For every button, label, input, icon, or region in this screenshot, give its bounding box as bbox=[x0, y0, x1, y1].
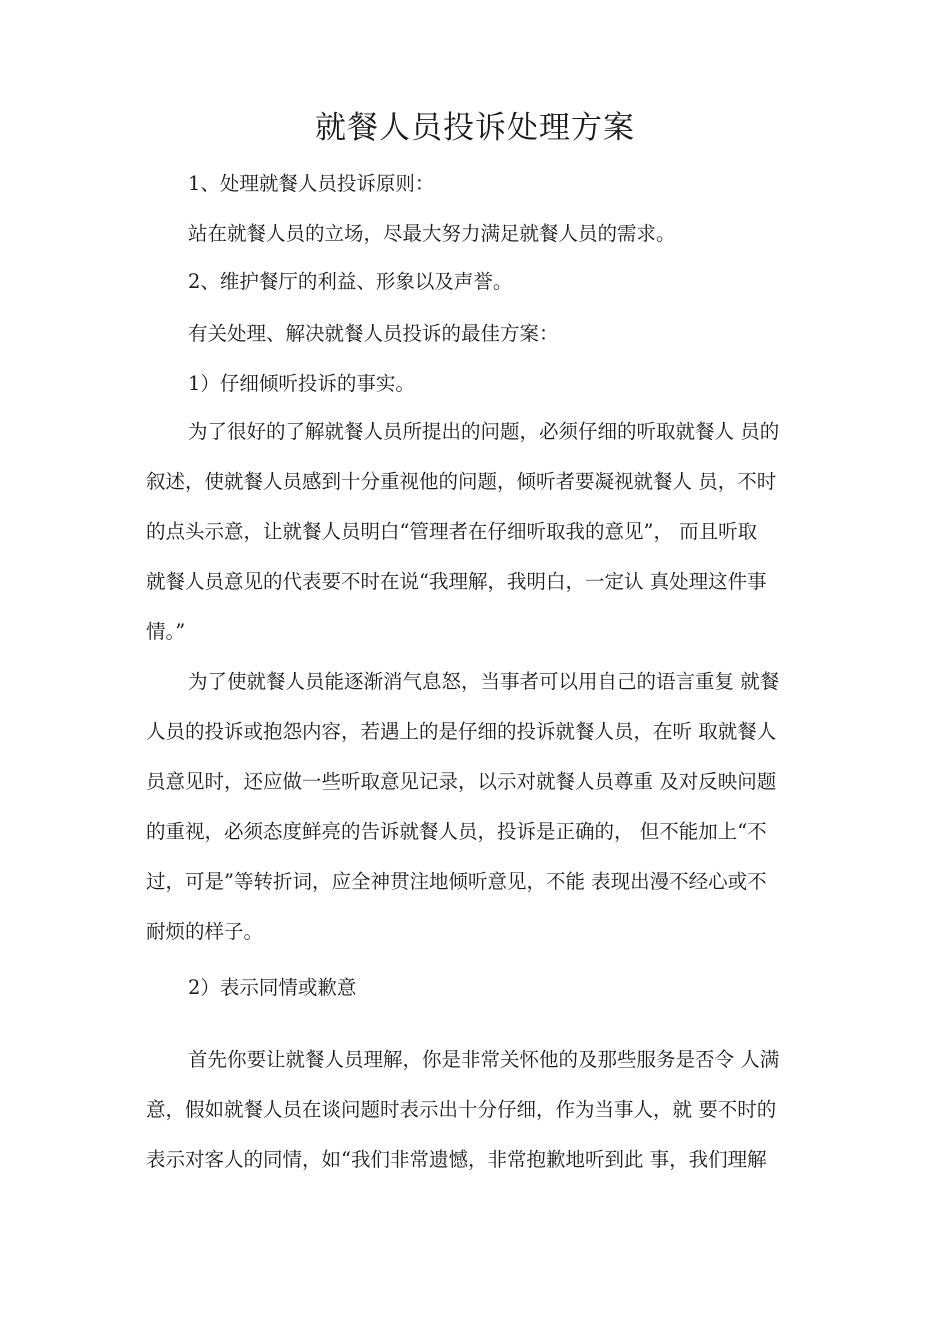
text-line: 意，假如就餐人员在谈问题时表示出十分仔细，作为当事人，就 要不时的 bbox=[146, 1098, 777, 1121]
document-title: 就餐人员投诉处理方案 bbox=[315, 110, 635, 146]
text-line: 首先你要让就餐人员理解，你是非常关怀他的及那些服务是否令 人满 bbox=[188, 1048, 780, 1071]
text-line: 2）表示同情或歉意 bbox=[188, 976, 357, 999]
text-line: 过，可是”等转折词，应全神贯注地倾听意见，不能 表现出漫不经心或不 bbox=[146, 870, 767, 893]
text-line: 2、维护餐厅的利益、形象以及声誉。 bbox=[188, 270, 513, 293]
text-line: 人员的投诉或抱怨内容，若遇上的是仔细的投诉就餐人员，在听 取就餐人 bbox=[146, 720, 777, 743]
text-line: 就餐人员意见的代表要不时在说“我理解，我明白，一定认 真处理这件事 bbox=[146, 570, 767, 593]
text-line: 1、处理就餐人员投诉原则： bbox=[188, 172, 435, 195]
text-line: 耐烦的样子。 bbox=[146, 920, 264, 943]
text-line: 员意见时，还应做一些听取意见记录，以示对就餐人员尊重 及对反映问题 bbox=[146, 770, 777, 793]
text-line: 站在就餐人员的立场，尽最大努力满足就餐人员的需求。 bbox=[188, 222, 676, 245]
text-line: 表示对客人的同情，如“我们非常遗憾，非常抱歉地听到此 事，我们理解 bbox=[146, 1148, 767, 1171]
text-line: 1）仔细倾听投诉的事实。 bbox=[188, 372, 415, 395]
text-line: 的点头示意，让就餐人员明白“管理者在仔细听取我的意见”， 而且听取 bbox=[146, 520, 758, 543]
text-line: 情。” bbox=[146, 620, 186, 643]
text-line: 为了很好的了解就餐人员所提出的问题，必须仔细的听取就餐人 员的 bbox=[188, 420, 780, 443]
text-line: 为了使就餐人员能逐渐消气息怒，当事者可以用自己的语言重复 就餐 bbox=[188, 670, 780, 693]
text-line: 有关处理、解决就餐人员投诉的最佳方案： bbox=[188, 322, 559, 345]
text-line: 叙述，使就餐人员感到十分重视他的问题，倾听者要凝视就餐人 员，不时 bbox=[146, 470, 777, 493]
text-line: 的重视，必须态度鲜亮的告诉就餐人员，投诉是正确的， 但不能加上“不 bbox=[146, 820, 767, 843]
